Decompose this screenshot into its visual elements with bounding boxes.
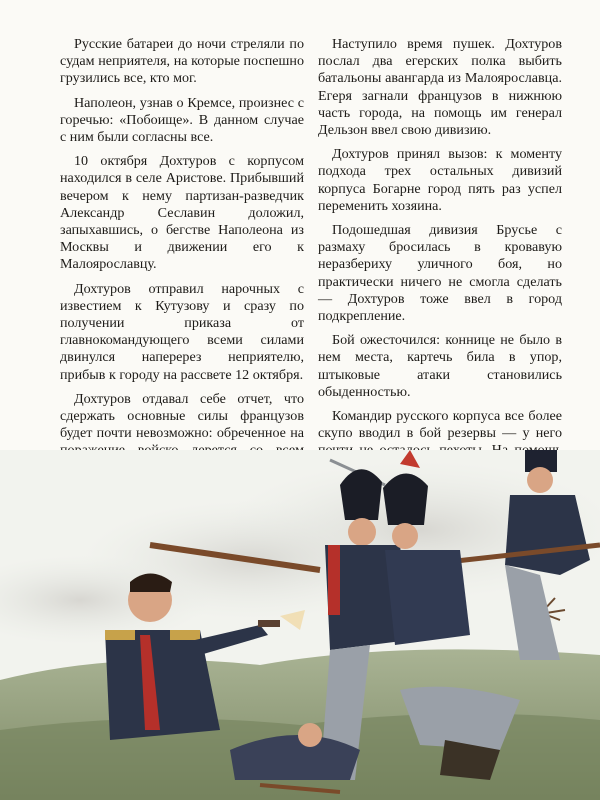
fallen-soldier-head — [298, 723, 322, 747]
paragraph: Бой ожесточился: коннице не было в нем места, картечь била в упор, штыковые атаки становились обыденностью. — [318, 332, 562, 400]
paragraph: Командир русского корпуса все более скупо вводил в бой резервы — у него — [318, 408, 562, 442]
soldier-head — [392, 523, 418, 549]
epaulette — [170, 630, 200, 640]
paragraph: Дохтуров принял вызов: к моменту подхода трех остальных дивизий корпуса Богарне город пять раз успел переменить хозяина. — [318, 146, 562, 214]
paragraph: Дохтуров отдавал себе отчет, что сдержать основные силы французов будет почти невозможно: обреченное на — [60, 390, 304, 442]
epaulette — [105, 630, 135, 640]
soldier-head — [348, 518, 376, 546]
paragraph: Наступило время пушек. Дохтуров послал два егерских полка выбить батальоны авангарда из Малоярославца. Егеря загнали французов в нижнюю часть города, на помощь им генерал Дельзон ввел свою дивизию. — [318, 36, 562, 139]
pistol — [258, 620, 280, 627]
red-lapel — [328, 545, 340, 615]
paragraph: Русские батареи до ночи стреляли по судам неприятеля, на которые поспешно грузились все, кто мог. — [60, 36, 304, 87]
paragraph: Дохтуров отправил нарочных с известием к Кутузову и сразу по получении приказа от главнокомандующего всеми силами двинулся наперерез неприятелю, прибыв к городу на рассвете 12 октября. — [60, 280, 304, 383]
paragraph: 10 октября Дохтуров с корпусом находился в селе Аристове. Прибывший вечером к нему партизан-разведчик Александр Сеславин доложил, запыхавшись, о бегстве Наполеона из Москвы и движении его к Малоярославцу. — [60, 153, 304, 273]
battle-scene-illustration — [0, 450, 600, 800]
paragraph: Подошедшая дивизия Брусье с размаху бросилась в кровавую неразбериху уличного боя, но практически ничего не смогла сделать — Дохтуров тоже ввел в город подкрепление. — [318, 222, 562, 325]
bearskin-hat — [383, 473, 428, 525]
paragraph: Наполеон, узнав о Кремсе, произнес с горечью: «Побоище». В данном случае с ним были согласны все. — [60, 94, 304, 146]
soldier-coat — [505, 495, 590, 575]
soldier-coat — [385, 550, 470, 645]
text-column-right — [318, 36, 562, 518]
soldier-head — [527, 467, 553, 493]
